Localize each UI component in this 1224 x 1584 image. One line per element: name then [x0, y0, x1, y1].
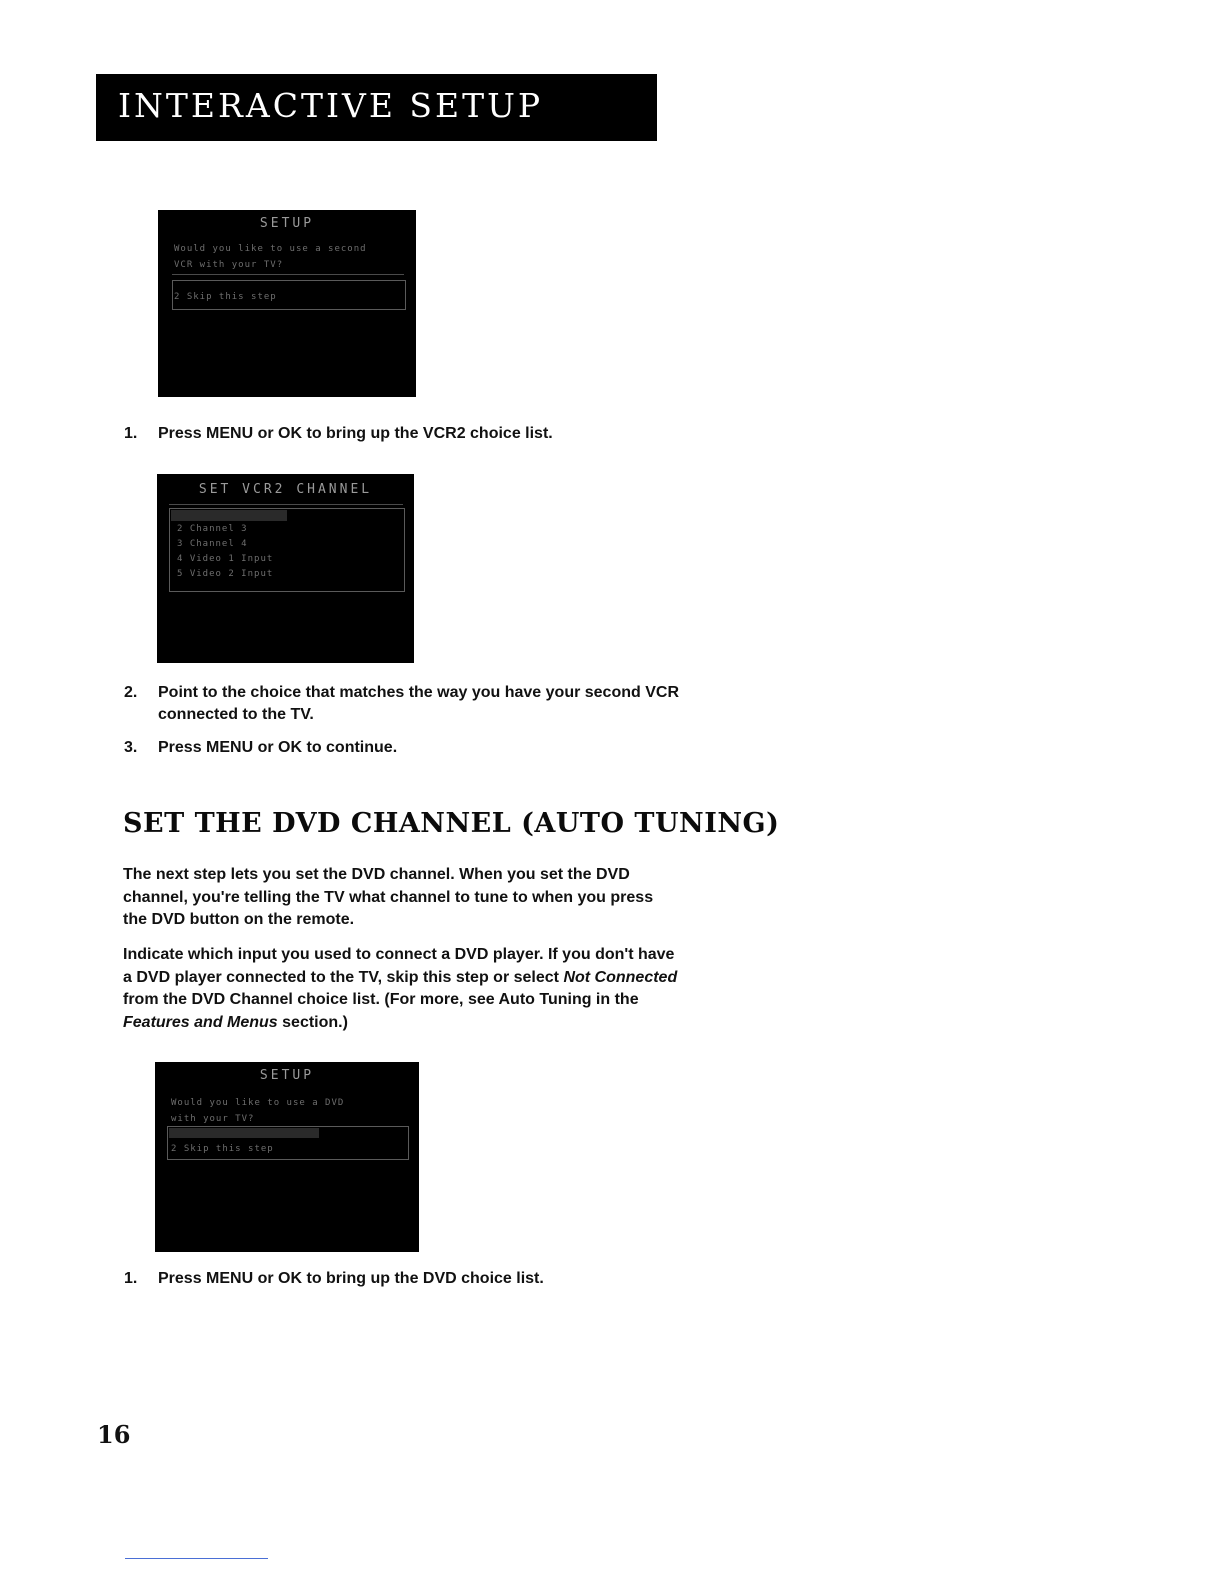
screen-title: SET VCR2 CHANNEL — [198, 482, 373, 497]
paragraph-line: from the DVD Channel choice list. (For more, see Auto Tuning in the — [123, 991, 639, 1008]
paragraph-italic-text: Features and Menus — [123, 1013, 278, 1031]
screen-selected-option — [171, 510, 287, 521]
instruction-step — [124, 739, 684, 761]
paragraph-text: a DVD player connected to the TV, skip this step or select — [123, 968, 564, 986]
tv-screen-setup-dvd — [155, 1062, 419, 1252]
paragraph-line: the DVD button on the remote. — [123, 911, 355, 928]
screen-option: 2 Skip this step — [171, 1144, 274, 1154]
screen-title: SETUP — [259, 1068, 315, 1083]
paragraph-line: Indicate which input you used to connect a DVD player. If you don't have — [123, 946, 675, 963]
page-number: 16 — [97, 1420, 131, 1449]
screen-divider — [169, 504, 403, 505]
screen-option: 3 Channel 4 — [177, 539, 248, 549]
instruction-step — [124, 425, 684, 447]
paragraph-line: The next step lets you set the DVD channel. When you set the DVD — [123, 866, 630, 883]
screen-option: 2 Channel 3 — [177, 524, 248, 534]
tv-screen-setup-vcr2 — [158, 210, 416, 397]
footer-rule — [125, 1558, 268, 1559]
header-bar — [96, 74, 657, 141]
step-text: Press MENU or OK to continue. — [158, 739, 398, 756]
step-text: Press MENU or OK to bring up the VCR2 choice list. — [158, 425, 553, 442]
paragraph-text: section.) — [277, 1013, 348, 1031]
step-text-line-1: Point to the choice that matches the way you have your second VCR — [158, 684, 679, 701]
screen-title: SETUP — [259, 216, 315, 231]
paragraph-italic-text: Not Connected — [563, 968, 678, 986]
screen-option: 5 Video 2 Input — [177, 569, 274, 579]
section-heading: SET THE DVD CHANNEL (AUTO TUNING) — [123, 808, 780, 839]
instruction-step — [124, 684, 724, 730]
step-number: 2. — [124, 684, 138, 701]
step-number: 3. — [124, 739, 138, 756]
paragraph-line: channel, you're telling the TV what channel to tune to when you press — [123, 888, 654, 906]
step-number: 1. — [124, 1270, 138, 1287]
screen-selected-option — [169, 1128, 319, 1138]
paragraph-line — [123, 967, 703, 990]
screen-question-line-1: Would you like to use a DVD — [171, 1098, 345, 1108]
tv-screen-set-vcr2-channel — [157, 474, 414, 663]
instruction-step — [124, 1270, 684, 1292]
screen-question-line-1: Would you like to use a second — [174, 244, 367, 254]
screen-option: 2 Skip this step — [174, 292, 277, 302]
intro-paragraph — [123, 864, 703, 932]
paragraph-line — [123, 1012, 703, 1035]
screen-option: 4 Video 1 Input — [177, 554, 274, 564]
screen-question-line-2: VCR with your TV? — [174, 260, 284, 270]
page-title: INTERACTIVE SETUP — [118, 86, 544, 125]
step-number: 1. — [124, 425, 138, 442]
screen-question-line-2: with your TV? — [171, 1114, 255, 1124]
step-text: Press MENU or OK to bring up the DVD choice list. — [158, 1270, 544, 1287]
instructions-paragraph — [123, 944, 703, 1034]
screen-divider — [172, 274, 404, 275]
step-text-line-2: connected to the TV. — [158, 706, 314, 723]
